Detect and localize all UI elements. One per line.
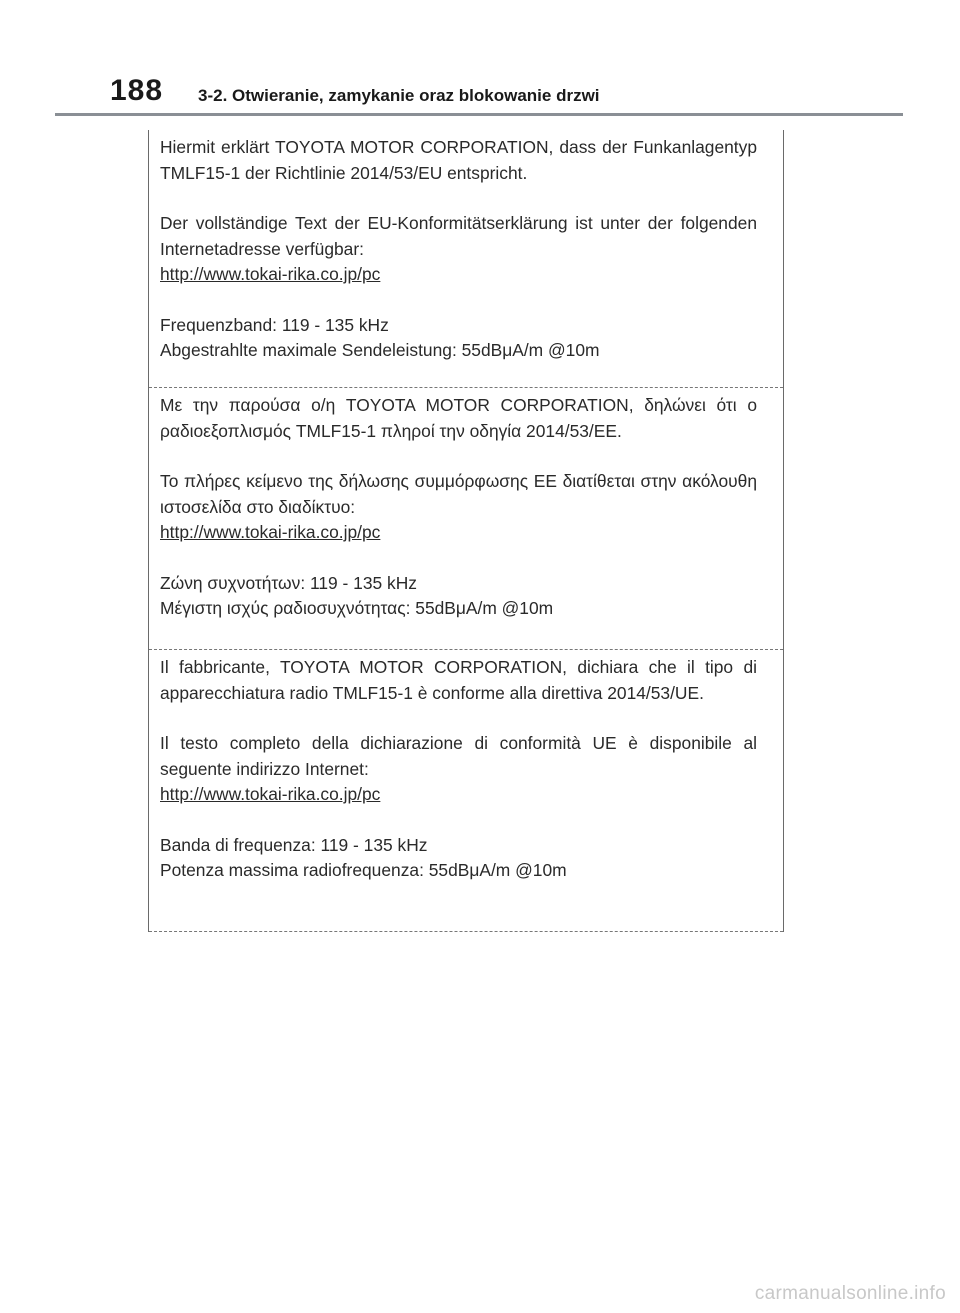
declaration-section-german (149, 130, 783, 388)
conformity-declarations-box (148, 130, 784, 932)
declaration-text: Il fabbricante, TOYOTA MOTOR CORPORATION, dichiara che il tipo di apparecchiatura radio TMLF15-1 è conforme alla direttiva 2014/53/UE. (160, 657, 757, 703)
max-power-text: Μέγιστη ισχύς ραδιοσυχνότητας: 55dBμA/m @10m (160, 598, 554, 618)
availability-text: Το πλήρες κείμενο της δήλωσης συμμόρφωσης ΕΕ διατίθεται στην ακόλουθη ιστοσελίδα στο διαδίκτυο: (160, 471, 757, 517)
declaration-text: Με την παρούσα ο/η TOYOTA MOTOR CORPORATION, δηλώνει ότι ο ραδιοεξοπλισμός TMLF15-1 πληροί την οδηγία 2014/53/ΕΕ. (160, 395, 757, 441)
max-power-text: Abgestrahlte maximale Sendeleistung: 55dBμA/m @10m (160, 340, 600, 360)
page-number: 188 (110, 74, 164, 107)
header-divider (55, 113, 903, 116)
frequency-band-text: Frequenzband: 119 - 135 kHz (160, 314, 389, 335)
watermark-text: carmanualsonline.info (754, 1283, 946, 1304)
declaration-url-link[interactable]: http://www.tokai-rika.co.jp/pc (160, 522, 381, 542)
declaration-section-italian (149, 650, 783, 932)
declaration-url-link[interactable]: http://www.tokai-rika.co.jp/pc (160, 784, 381, 804)
availability-text: Der vollständige Text der EU-Konformitätserklärung ist unter der folgenden Internetadresse verfügbar: (160, 213, 757, 259)
availability-text: Il testo completo della dichiarazione di conformità UE è disponibile al seguente indirizzo Internet: (160, 733, 757, 779)
declaration-section-greek (149, 388, 783, 650)
section-title: 3-2. Otwieranie, zamykanie oraz blokowanie drzwi (198, 86, 600, 105)
max-power-text: Potenza massima radiofrequenza: 55dBμA/m @10m (160, 860, 567, 880)
frequency-band-text: Banda di frequenza: 119 - 135 kHz (160, 834, 428, 855)
declaration-url-link[interactable]: http://www.tokai-rika.co.jp/pc (160, 264, 381, 284)
page-header (0, 0, 960, 118)
declaration-text: Hiermit erklärt TOYOTA MOTOR CORPORATION, dass der Funkanlagentyp TMLF15-1 der Richtlinie 2014/53/EU entspricht. (160, 137, 757, 183)
frequency-band-text: Ζώνη συχνοτήτων: 119 - 135 kHz (160, 572, 417, 593)
